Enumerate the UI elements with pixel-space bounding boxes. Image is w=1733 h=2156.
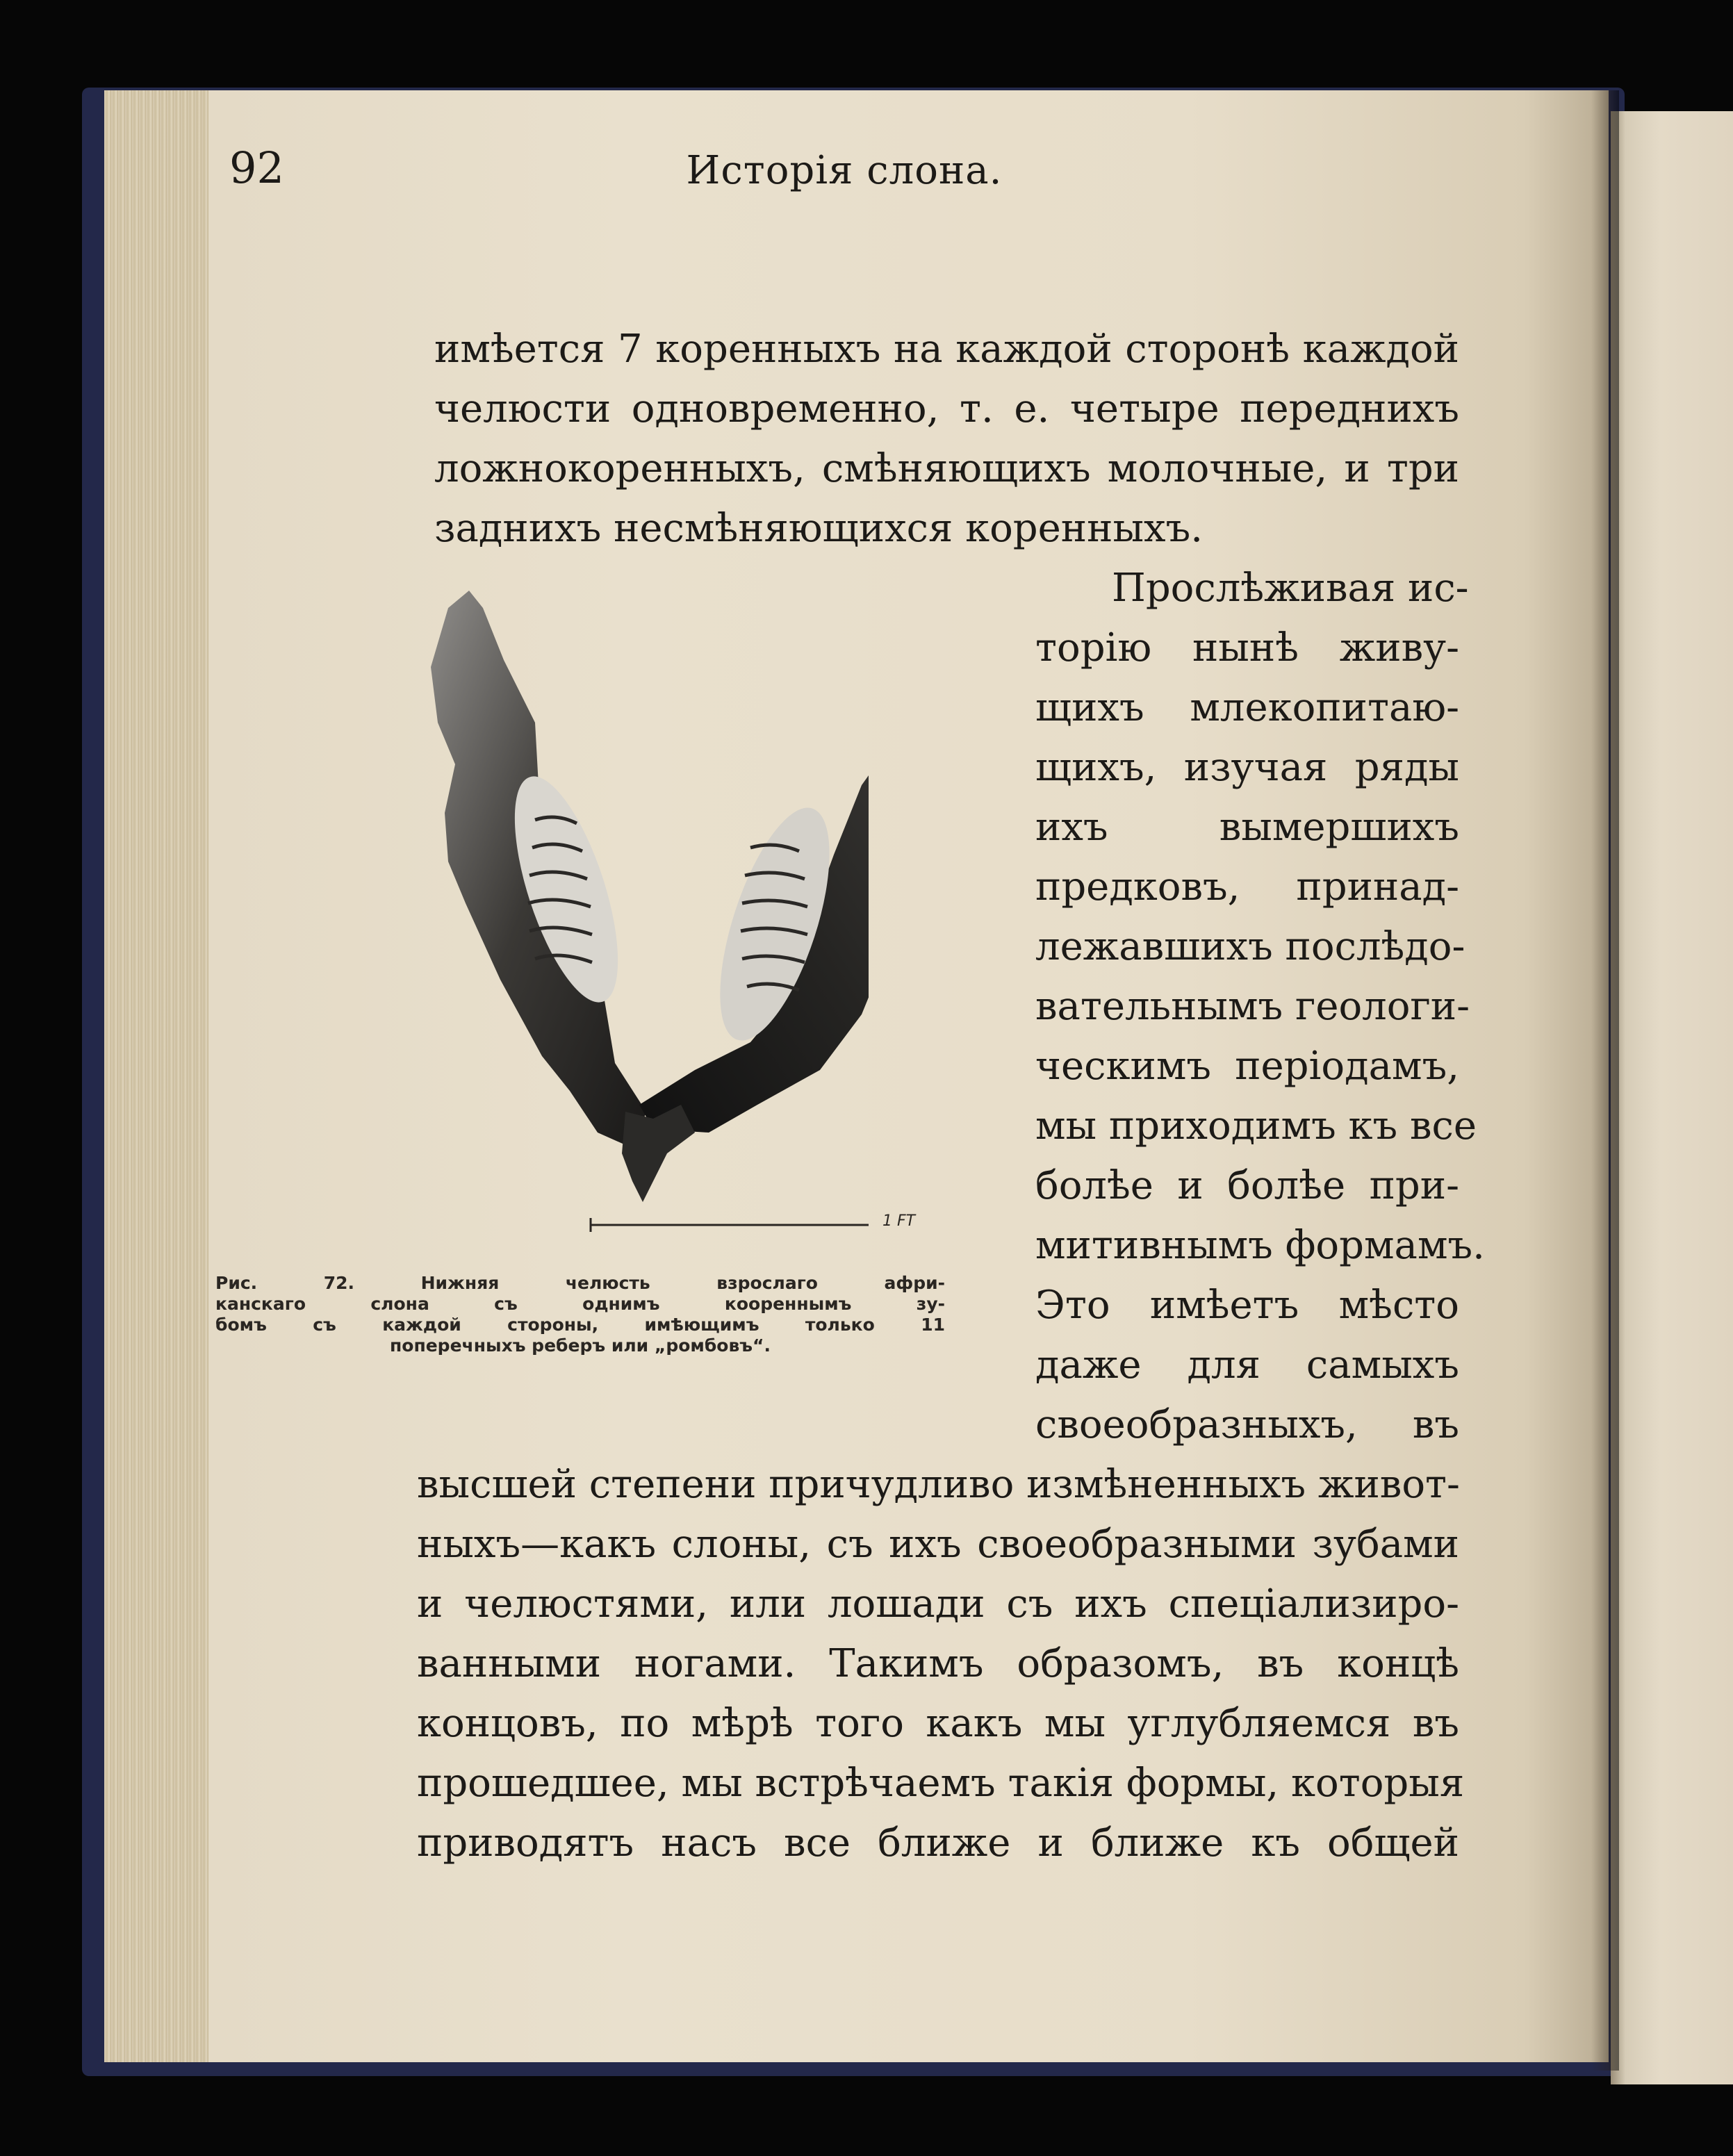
text-line: прошедшее, мы встрѣчаемъ такія формы, которыя	[417, 1761, 1465, 1806]
text-line: заднихъ несмѣняющихся коренныхъ.	[434, 506, 1204, 551]
caption-line: Рис. 72. Нижняя челюсть взрослаго афри-	[215, 1273, 945, 1293]
text-line: мы приходимъ къ все	[1035, 1103, 1477, 1149]
gutter-shadow	[1591, 90, 1619, 2071]
text-line: высшей степени причудливо измѣненныхъ живот-	[417, 1462, 1460, 1507]
text-line: своеобразныхъ, въ	[1035, 1402, 1459, 1447]
right-jaw-branch	[639, 570, 869, 1133]
caption-line: бомъ съ каждой стороны, имѣющимъ только 11	[215, 1315, 945, 1335]
text-line: ложнокоренныхъ, смѣняющихъ молочные, и три	[434, 446, 1459, 491]
scale-label: 1 FT	[882, 1212, 916, 1230]
caption-line: поперечныхъ реберъ или „ромбовъ“.	[390, 1335, 771, 1356]
text-line: ныхъ—какъ слоны, съ ихъ своеобразными зубами	[417, 1522, 1459, 1567]
text-line: приводятъ насъ все ближе и ближе къ общей	[417, 1820, 1459, 1866]
jaw-illustration	[208, 334, 869, 1306]
text-line: концовъ, по мѣрѣ того какъ мы углубляемся въ	[417, 1701, 1459, 1746]
text-line: торію нынѣ живу-	[1035, 625, 1459, 670]
text-line: щихъ млекопитаю-	[1035, 685, 1459, 730]
text-line: вательнымъ геологи-	[1035, 984, 1470, 1029]
text-line: ихъ вымершихъ	[1035, 805, 1459, 850]
text-line: и челюстями, или лошади съ ихъ спеціализиро-	[417, 1581, 1459, 1627]
text-line: предковъ, принад-	[1035, 864, 1459, 910]
text-line: щихъ, изучая ряды	[1035, 745, 1459, 790]
running-head	[229, 142, 1459, 205]
text-line: ванными ногами. Такимъ образомъ, въ концѣ	[417, 1641, 1459, 1686]
page-number: 92	[229, 142, 284, 193]
jaw-symphysis	[622, 1105, 695, 1202]
figure-caption	[215, 1273, 945, 1356]
caption-line: канскаго слона съ однимъ коореннымъ зу-	[215, 1294, 945, 1314]
text-line: болѣе и болѣе при-	[1035, 1163, 1459, 1208]
text-line: ческимъ періодамъ,	[1035, 1044, 1459, 1089]
running-title: Исторія слона.	[686, 148, 1003, 193]
text-line: даже для самыхъ	[1035, 1342, 1459, 1388]
text-line: Прослѣживая ис-	[1112, 566, 1469, 611]
text-line: Это имѣетъ мѣсто	[1035, 1283, 1459, 1328]
text-line: митивнымъ формамъ.	[1035, 1223, 1485, 1268]
facing-page	[1611, 111, 1733, 2084]
page-edges	[104, 90, 215, 2062]
text-line: лежавшихъ послѣдо-	[1035, 924, 1465, 969]
text-line: челюсти одновременно, т. е. четыре переднихъ	[434, 386, 1459, 431]
text-line: имѣется 7 коренныхъ на каждой сторонѣ каждой	[434, 327, 1459, 372]
